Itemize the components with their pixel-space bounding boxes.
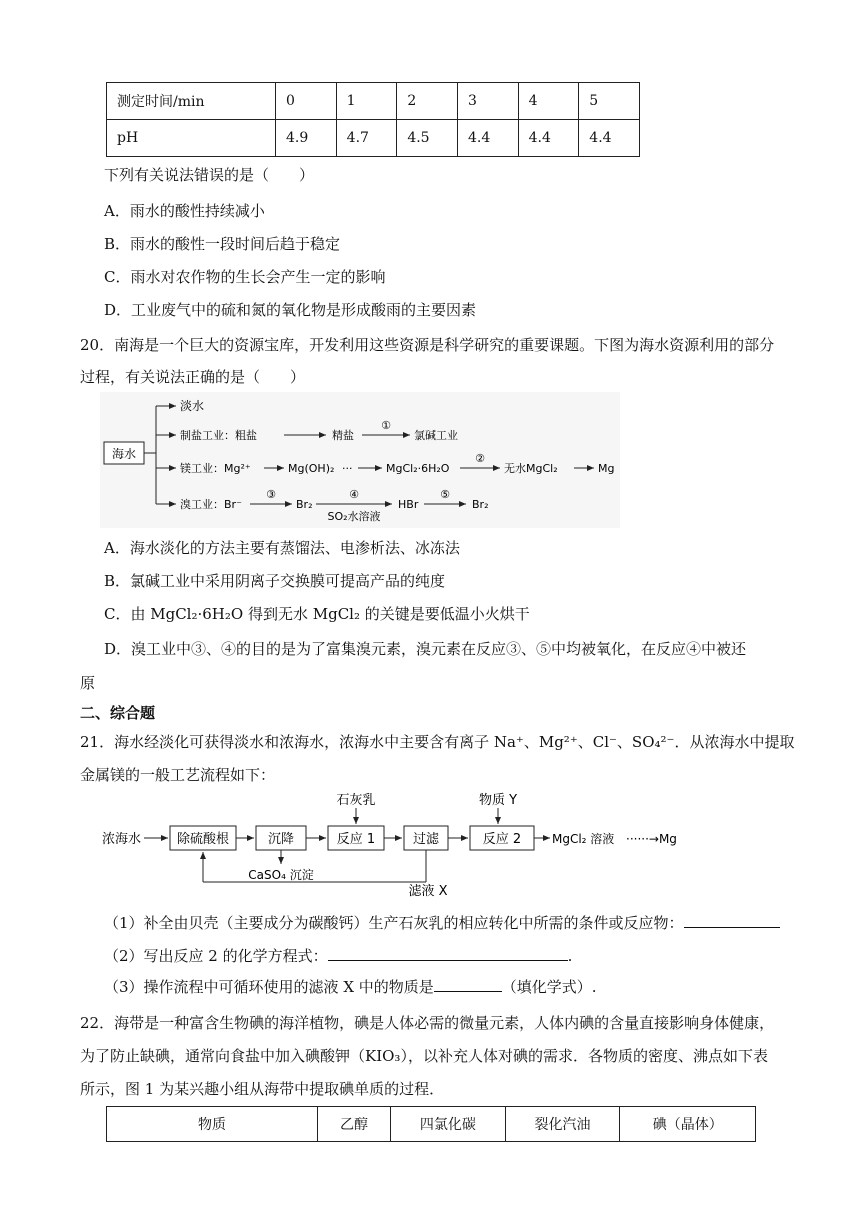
mg-oh2-label: Mg(OH)₂	[288, 462, 335, 475]
properties-table	[106, 1106, 756, 1142]
q21-stem-line1: 21．海水经淡化可获得淡水和浓海水，浓海水中主要含有离子 Na⁺、Mg²⁺、Cl⁻、SO₄²⁻．从浓海水中提取	[80, 733, 795, 751]
table-cell: 1	[336, 83, 397, 120]
table-cell: 四氯化碳	[391, 1107, 506, 1142]
table-cell: 裂化汽油	[505, 1107, 620, 1142]
dots-label: ···	[342, 462, 353, 475]
step-1-label: ①	[381, 419, 391, 432]
q20-option-c: C．由 MgCl₂·6H₂O 得到无水 MgCl₂ 的关键是要低温小火烘干	[104, 605, 530, 623]
q22-line3: 所示，图 1 为某兴趣小组从海带中提取碘单质的过程．	[80, 1080, 445, 1098]
q20-option-a: A．海水淡化的方法主要有蒸馏法、电渗析法、冰冻法	[104, 539, 460, 557]
q19-stem: 下列有关说法错误的是（ ）	[104, 166, 315, 184]
filtrate-label: 滤液 X	[408, 884, 448, 898]
q21-sub1-text: （1）补全由贝壳（主要成分为碳酸钙）生产石灰乳的相应转化中所需的条件或反应物：	[104, 914, 684, 932]
q20-stem-line2: 过程，有关说法正确的是（ ）	[80, 368, 306, 386]
step-2-label: ②	[475, 452, 485, 465]
table-cell: 4.4	[518, 120, 579, 157]
source-label: 海水	[111, 447, 137, 461]
q21-sub2-text: （2）写出反应 2 的化学方程式：	[104, 947, 328, 965]
q21-sub3-end: （填化学式）.	[501, 978, 597, 996]
q20-option-d-line1: D．溴工业中③、④的目的是为了富集溴元素，溴元素在反应③、⑤中均被氧化，在反应④中被还	[104, 640, 747, 658]
lime-label: 石灰乳	[336, 793, 376, 808]
section-heading: 二、综合题	[80, 704, 156, 722]
salt-industry-label: 制盐工业：粗盐	[180, 429, 257, 442]
br-industry-label: 溴工业：Br⁻	[180, 498, 242, 511]
flow-box-reaction-2: 反应 2	[482, 832, 522, 847]
table-cell: 3	[457, 83, 518, 120]
product-label: MgCl₂ 溶液	[552, 832, 615, 846]
q19-option-b: B．雨水的酸性一段时间后趋于稳定	[104, 235, 341, 253]
step-4-label: ④	[349, 488, 359, 501]
q21-sub2-end: .	[567, 947, 573, 965]
flow-box-settle: 沉降	[267, 832, 295, 847]
br2-end-label: Br₂	[472, 498, 489, 511]
so2-solution-label: SO₂水溶液	[327, 510, 381, 523]
table-cell: 4.5	[397, 120, 458, 157]
step-3-label: ③	[266, 488, 276, 501]
br2-label: Br₂	[296, 498, 313, 511]
table-cell: pH	[107, 120, 276, 157]
step-5-label: ⑤	[440, 488, 450, 501]
table-cell: 0	[276, 83, 337, 120]
table-cell: 4.7	[336, 120, 397, 157]
q20-option-b: B．氯碱工业中采用阴离子交换膜可提高产品的纯度	[104, 572, 446, 590]
q21-sub3	[104, 976, 597, 998]
seawater-diagram	[100, 392, 620, 528]
table-cell: 乙醇	[318, 1107, 391, 1142]
q22-line2: 为了防止缺碘，通常向食盐中加入碘酸钾（KIO₃），以补充人体对碘的需求．各物质的密度、沸点如下表	[80, 1047, 768, 1065]
q21-sub2	[104, 945, 572, 967]
table-cell: 4	[518, 83, 579, 120]
q19-option-d: D．工业废气中的硫和氮的氧化物是形成酸雨的主要因素	[104, 301, 477, 319]
fresh-water-label: 淡水	[180, 399, 205, 413]
table-cell: 4.9	[276, 120, 337, 157]
magnesium-flowchart	[100, 790, 700, 898]
table-cell: 碘（晶体）	[620, 1107, 756, 1142]
answer-blank[interactable]	[684, 913, 780, 928]
table-cell: 测定时间/min	[107, 83, 276, 120]
table-row	[107, 1107, 756, 1142]
mg-industry-label: 镁工业：Mg²⁺	[180, 462, 251, 475]
q21-stem-line2: 金属镁的一般工艺流程如下：	[80, 766, 276, 784]
table-cell: 5	[579, 83, 640, 120]
answer-blank[interactable]	[328, 946, 568, 961]
q20-stem-line1: 20．南海是一个巨大的资源宝库，开发利用这些资源是科学研究的重要课题。下图为海水资源利用的部分	[80, 336, 775, 354]
table-row	[107, 83, 640, 120]
hbr-label: HBr	[398, 498, 419, 511]
answer-blank[interactable]	[434, 977, 502, 992]
chlor-alkali-label: 氯碱工业	[414, 429, 458, 442]
table-cell: 4.4	[579, 120, 640, 157]
start-label: 浓海水	[102, 832, 142, 847]
table-cell: 物质	[107, 1107, 318, 1142]
q19-option-a: A．雨水的酸性持续减小	[104, 202, 265, 220]
refined-salt-label: 精盐	[332, 429, 354, 442]
mgcl2-hydrate-label: MgCl₂·6H₂O	[386, 462, 450, 475]
q21-sub1	[104, 912, 780, 934]
q21-sub3-text: （3）操作流程中可循环使用的滤液 X 中的物质是	[104, 978, 434, 996]
mg-label: Mg	[598, 462, 615, 475]
anhydrous-mgcl2-label: 无水MgCl₂	[504, 462, 558, 475]
table-cell: 2	[397, 83, 458, 120]
end-label: ······→Mg	[626, 832, 677, 846]
flow-box-remove-sulfate: 除硫酸根	[176, 832, 230, 847]
table-cell: 4.4	[457, 120, 518, 157]
q22-line1: 22．海带是一种富含生物碘的海洋植物，碘是人体必需的微量元素，人体内碘的含量直接影响身体健康，	[80, 1014, 775, 1032]
ph-table	[106, 82, 640, 157]
caso4-label: CaSO₄ 沉淀	[248, 868, 314, 882]
substance-y-label: 物质 Y	[478, 793, 518, 808]
table-row	[107, 120, 640, 157]
q19-option-c: C．雨水对农作物的生长会产生一定的影响	[104, 268, 386, 286]
flow-box-reaction-1: 反应 1	[336, 832, 376, 847]
flow-box-filter: 过滤	[412, 832, 440, 847]
q20-option-d-line2: 原	[80, 674, 96, 692]
